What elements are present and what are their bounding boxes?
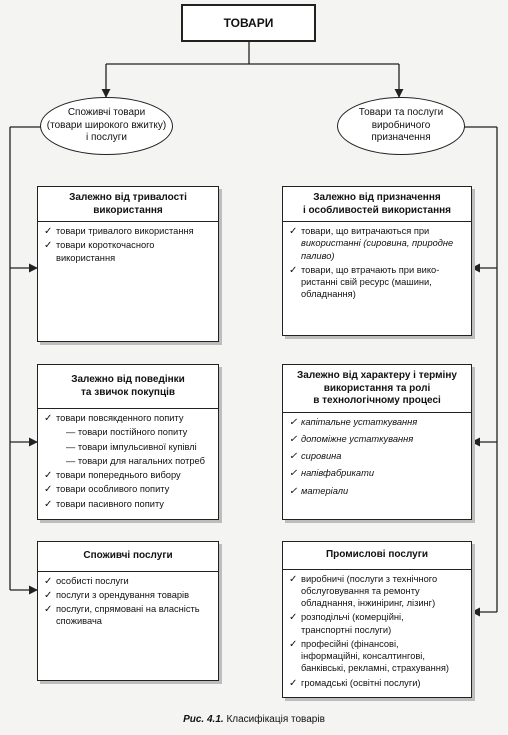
- item-text: товари тривалого використання: [56, 226, 194, 236]
- header-line: використання та ролі: [323, 382, 431, 394]
- industrial-ellipse-line3: призначення: [371, 132, 431, 144]
- header-line: Залежно від характеру і терміну: [297, 370, 457, 381]
- check-icon: ✓: [289, 612, 298, 624]
- consumer-ellipse-line2: (товари широкого вжитку): [46, 119, 167, 131]
- list-item: [289, 638, 465, 675]
- item-text: напівфабрикати: [301, 468, 374, 479]
- item-text: паливо): [301, 250, 335, 261]
- item-text: — товари імпульсивної купівлі: [66, 441, 197, 452]
- item-text: товари особливого попиту: [56, 484, 170, 495]
- item-text: інформаційні, консалтингові,: [301, 651, 425, 662]
- item-text: професійні (фінансові,: [301, 638, 399, 649]
- card-purpose: [282, 186, 472, 336]
- check-icon: ✓: [289, 416, 298, 428]
- card-consumer-services-header: Споживчі послуги: [38, 542, 218, 572]
- list-item: [44, 589, 212, 601]
- item-text: обладнання): [301, 289, 356, 300]
- figure-caption: [0, 714, 508, 725]
- check-icon: ✓: [44, 226, 53, 237]
- item-text: громадські (освітні послуги): [301, 677, 421, 688]
- consumer-ellipse-line1: Споживчі товари: [67, 107, 146, 119]
- list-item: [289, 467, 465, 479]
- item-text: товари повсякденного попиту: [56, 413, 184, 423]
- header-line: використання: [93, 204, 163, 216]
- item-text: товари пасивного попиту: [56, 498, 164, 509]
- caption-label: Рис. 4.1.: [183, 714, 224, 725]
- item-text: товари, що втрачають при вико-: [301, 264, 440, 275]
- list-item: [289, 677, 465, 689]
- header-line: в технологічному процесі: [313, 395, 441, 406]
- item-text: обслуговування та ремонту: [301, 585, 420, 596]
- check-icon: ✓: [289, 677, 298, 689]
- item-text: споживача: [56, 616, 102, 627]
- list-item: [44, 498, 212, 510]
- item-text: послуги з орендування товарів: [56, 589, 190, 600]
- item-text: товари попереднього вибору: [56, 470, 181, 481]
- list-item: [289, 611, 465, 636]
- item-text: товари короткочасного: [56, 240, 155, 251]
- check-icon: ✓: [44, 589, 53, 601]
- root-title: ТОВАРИ: [223, 16, 274, 30]
- sub-item: [44, 455, 212, 467]
- industrial-ellipse-line2: виробничого: [371, 119, 431, 131]
- item-text: транспортні послуги): [301, 624, 392, 635]
- item-text: матеріали: [301, 485, 349, 496]
- check-icon: ✓: [289, 451, 298, 463]
- check-icon: ✓: [44, 470, 53, 482]
- list-item: [44, 603, 212, 628]
- list-item: [289, 573, 465, 610]
- consumer-goods-ellipse: [40, 97, 173, 155]
- list-item: [44, 483, 212, 495]
- industrial-goods-ellipse: [337, 97, 465, 155]
- list-item: [44, 239, 212, 264]
- card-character: [282, 364, 472, 520]
- item-text: товари, що витрачаються при: [301, 226, 430, 236]
- check-icon: ✓: [289, 433, 298, 445]
- card-character-header: [283, 365, 471, 413]
- item-text: використання: [56, 252, 116, 263]
- header-line: Залежно від тривалості: [69, 192, 187, 203]
- item-text: допоміжне устаткування: [301, 433, 414, 444]
- check-icon: ✓: [44, 604, 53, 616]
- item-text: капітальне устаткування: [301, 416, 418, 427]
- card-industrial-services-header: Промислові послуги: [283, 542, 471, 570]
- check-icon: ✓: [44, 240, 53, 252]
- card-duration-header: [38, 187, 218, 222]
- check-icon: ✓: [44, 484, 53, 496]
- card-duration: [37, 186, 219, 342]
- item-text: ристанні свій ресурс (машини,: [301, 277, 432, 288]
- item-text: сировина: [301, 451, 342, 462]
- card-behavior-header: [38, 365, 218, 409]
- item-text: особисті послуги: [56, 575, 129, 586]
- check-icon: ✓: [44, 413, 53, 424]
- header-line: Залежно від призначення: [313, 192, 441, 203]
- sub-item: [44, 441, 212, 453]
- check-icon: ✓: [289, 638, 298, 650]
- list-item: [289, 416, 465, 428]
- header-line: і особливостей використання: [302, 204, 452, 216]
- check-icon: ✓: [289, 264, 298, 276]
- item-text: — товари для нагальних потреб: [66, 455, 205, 466]
- industrial-ellipse-line1: Товари та послуги: [358, 107, 444, 119]
- item-text: використанні (сировина, природне: [301, 238, 454, 249]
- list-item: [289, 485, 465, 497]
- item-text: обладнання, інжиніринг, лізинг): [301, 598, 436, 609]
- caption-text: Класифікація товарів: [226, 714, 325, 725]
- header-line: та звичок покупців: [80, 386, 176, 398]
- item-text: — товари постійного попиту: [66, 427, 188, 438]
- card-industrial-services: [282, 541, 472, 698]
- card-behavior: [37, 364, 219, 520]
- check-icon: ✓: [289, 573, 298, 585]
- header-line: Залежно від поведінки: [71, 374, 185, 385]
- list-item: [44, 225, 212, 237]
- list-item: [289, 450, 465, 462]
- check-icon: ✓: [44, 575, 53, 587]
- list-item: [289, 225, 465, 262]
- consumer-ellipse-line3: і послуги: [85, 132, 128, 144]
- check-icon: ✓: [44, 498, 53, 510]
- check-icon: ✓: [289, 468, 298, 480]
- list-item: [44, 575, 212, 587]
- item-text: розподільчі (комерційні,: [301, 612, 404, 623]
- root-box: [181, 4, 316, 42]
- card-purpose-header: [283, 187, 471, 222]
- card-consumer-services: [37, 541, 219, 681]
- check-icon: ✓: [289, 485, 298, 497]
- list-item: [44, 469, 212, 481]
- item-text: виробничі (послуги з технічного: [301, 573, 438, 584]
- item-text: послуги, спрямовані на власність: [56, 604, 200, 615]
- item-text: банківські, рекламні, страхування): [301, 663, 449, 674]
- check-icon: ✓: [289, 226, 298, 237]
- list-item: [289, 264, 465, 301]
- sub-item: [44, 426, 212, 438]
- list-item: [289, 433, 465, 445]
- list-item: [44, 412, 212, 424]
